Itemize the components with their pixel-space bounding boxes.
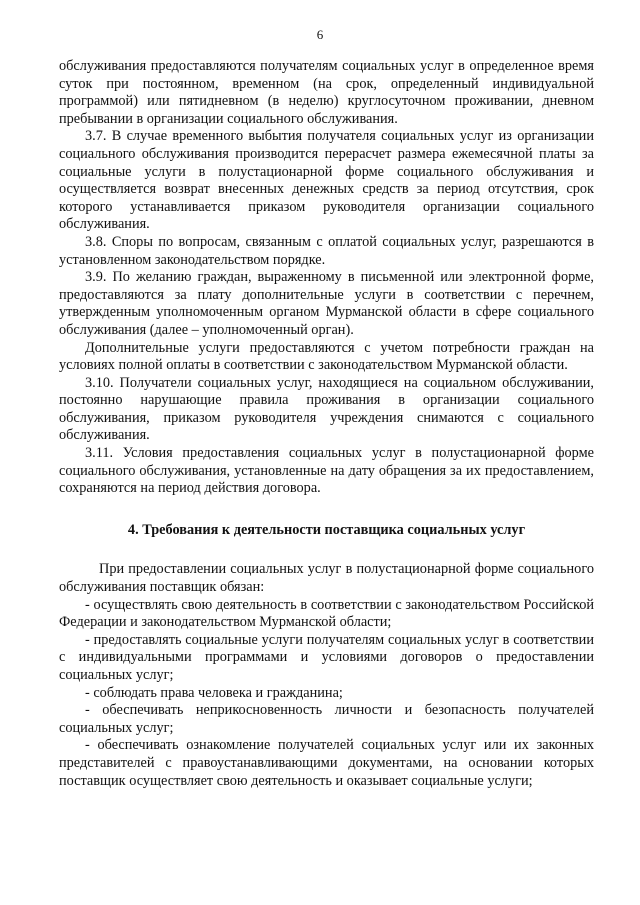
paragraph-provider-obligations: При предоставлении социальных услуг в полустационарной форме социального обслуживания поставщик обязан: <box>59 561 594 596</box>
list-item-documents: - обеспечивать ознакомление получателей социальных услуг или их законных представителей с правоустанавливающими документами, на основании которых поставщик осуществляет свою деятельность и оказывает социальные услуги; <box>59 737 594 789</box>
paragraph-3-7: 3.7. В случае временного выбытия получателя социальных услуг из организации социального обслуживания производится перерасчет размера ежемесячной платы за социальные услуги в полустационарной форме социального обслуживания и осуществляется возврат внесенных денежных средств за период отсутствия, срок которого устанавливается приказом руководителя организации социального обслуживания. <box>59 128 594 233</box>
section-heading: 4. Требования к деятельности поставщика социальных услуг <box>127 521 526 538</box>
paragraph-additional-services: Дополнительные услуги предоставляются с учетом потребности граждан на условиях полной оплаты в соответствии с законодательством Мурманской области. <box>59 339 594 374</box>
document-body <box>59 58 594 790</box>
paragraph-3-11: 3.11. Условия предоставления социальных услуг в полустационарной форме социального обслуживания, установленные на дату обращения за их предоставлением, сохраняются на период действия договора. <box>59 445 594 497</box>
paragraph-3-8: 3.8. Споры по вопросам, связанным с оплатой социальных услуг, разрешаются в установленном законодательством порядке. <box>59 233 594 268</box>
list-item-provide-services: - предоставлять социальные услуги получателям социальных услуг в соответствии с индивидуальными программами и условиями договоров о предоставлении социальных услуг; <box>59 631 594 683</box>
list-item-human-rights: - соблюдать права человека и гражданина; <box>85 684 343 701</box>
list-item-legislation: - осуществлять свою деятельность в соответствии с законодательством Российской Федерации и законодательством Мурманской области; <box>59 596 594 631</box>
paragraph-continuation: обслуживания предоставляются получателям социальных услуг в определенное время суток при постоянном, временном (на срок, определенный индивидуальной программой) или пятидневном (в неделю) круглосуточном проживании, дневном пребывании в организации социального обслуживания. <box>59 58 594 127</box>
paragraph-3-10: 3.10. Получатели социальных услуг, находящиеся на социальном обслуживании, постоянно нарушающие правила проживания в организации социального обслуживания, приказом руководителя учреждения снимаются с социального обслуживания. <box>59 374 594 444</box>
page-number: 6 <box>316 27 324 42</box>
list-item-safety: - обеспечивать неприкосновенность личности и безопасность получателей социальных услуг; <box>59 702 594 736</box>
paragraph-3-9: 3.9. По желанию граждан, выраженному в письменной или электронной форме, предоставляются за плату дополнительные услуги в соответствии с перечнем, утвержденным уполномоченным органом Мурманской области в сфере социального обслуживания (далее – уполномоченный орган). <box>59 269 594 338</box>
